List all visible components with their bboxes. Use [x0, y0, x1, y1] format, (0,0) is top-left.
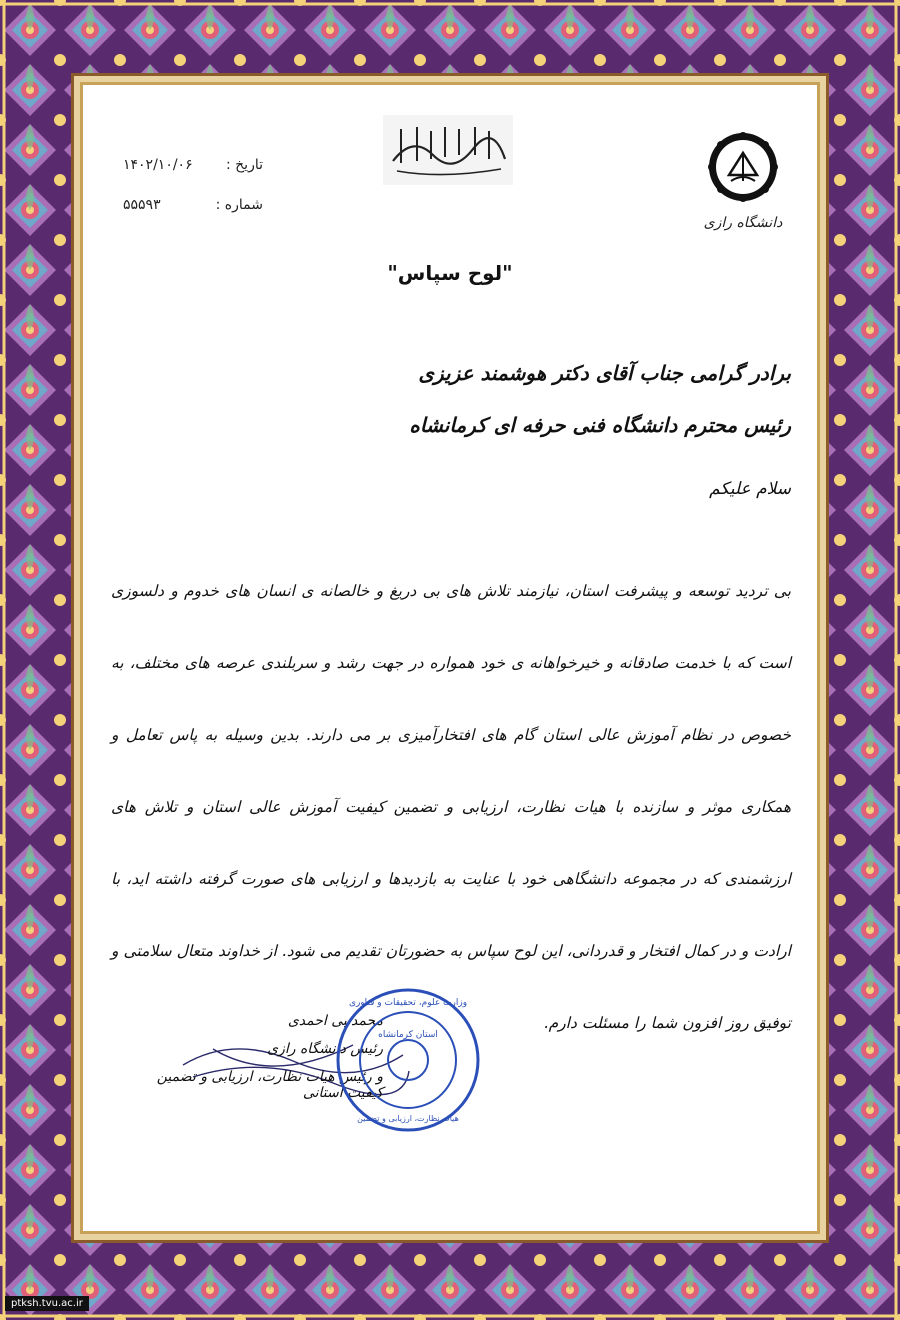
number-label: شماره :	[215, 197, 263, 213]
certificate-body: بی تردید توسعه و پیشرفت استان، نیازمند تلاش های بی دریغ و خالصانه ی انسان های خدوم و دلسوزی است که با خدمت صادقانه و خیرخواهانه ی خود همواره در جهت رشد و سربلندی عرصه های مختلف، به خصوص در نظام آموزش عالی استان گام های افتخارآمیزی بر می دارند. بدین وسیله به پاس تعامل و همکاری موثر و سازنده با هیات نظارت، ارزیابی و تضمین کیفیت آموزش عالی استان و تلاش های ارزشمندی که در مجموعه دانشگاهی خود با عنایت به بازدیدها و ارزیابی های صورت گرفته داشته اید، با ارادت و در کمال افتخار و قدردانی، این لوح سپاس به حضورتان تقدیم می شود. از خداوند متعال سلامتی و توفیق روز افزون شما را مسئلت دارم.	[111, 582, 791, 1032]
document-meta	[123, 157, 263, 237]
date-label: تاریخ :	[225, 157, 263, 173]
basmala-calligraphy	[383, 115, 513, 185]
date-value: ۱۴۰۲/۱۰/۰۶	[123, 157, 193, 173]
signer-name: محمدنبی احمدی	[287, 1013, 383, 1029]
date-row	[123, 157, 263, 173]
number-row	[123, 197, 263, 213]
signer-role-secondary: و رئیس هیات نظارت، ارزیابی و تضمین کیفیت استانی	[156, 1069, 383, 1101]
certificate-paper	[11, 82, 820, 1309]
site-watermark: ptksh.tvu.ac.ir	[5, 1296, 89, 1311]
razi-university-logo-icon	[707, 131, 779, 203]
stamp-text-mid: استان کرمانشاه	[378, 1030, 438, 1040]
university-header	[693, 131, 793, 231]
stamp-text-inner: هیات نظارت، ارزیابی و تضمین	[357, 1114, 459, 1123]
addressee-name: برادر گرامی جناب آقای دکتر هوشمند عزیزی	[418, 361, 791, 385]
greeting: سلام علیکم	[709, 479, 791, 499]
certificate-title: "لوح سپاس"	[387, 261, 513, 285]
official-stamp	[333, 985, 483, 1135]
stamp-text-outer: وزارت علوم، تحقیقات و فناوری	[348, 998, 468, 1008]
number-value: ۵۵۵۹۳	[123, 197, 161, 213]
addressee-position: رئیس محترم دانشگاه فنی حرفه ای کرمانشاه	[409, 413, 791, 437]
university-name: دانشگاه رازی	[703, 215, 783, 231]
signer-role: رئیس دانشگاه رازی	[267, 1041, 383, 1057]
addressee-block	[171, 347, 791, 451]
